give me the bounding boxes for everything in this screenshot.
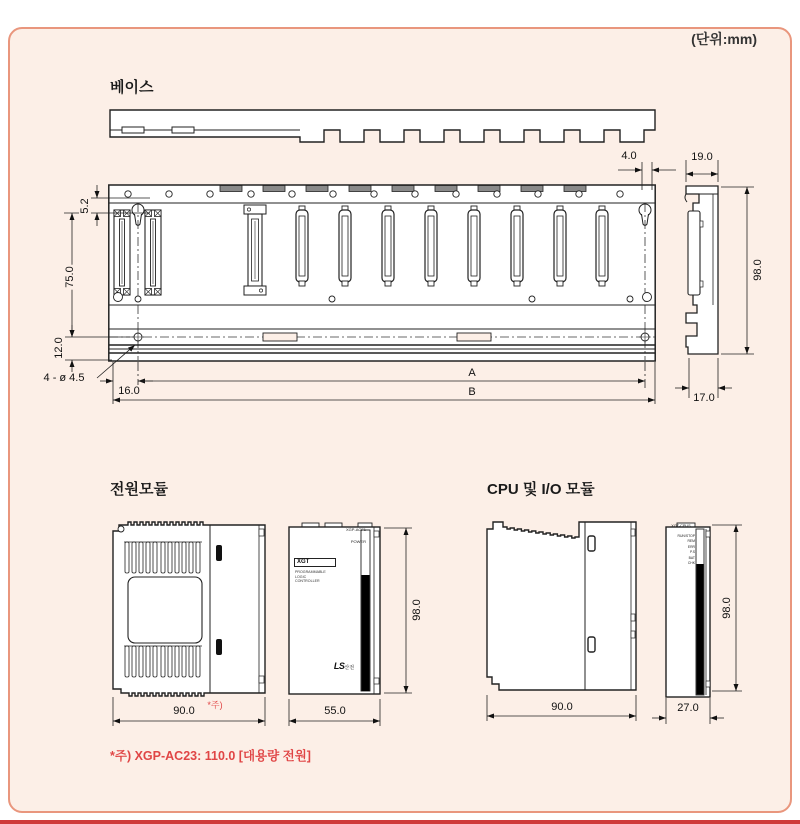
section-title-power: 전원모듈: [110, 481, 168, 498]
cpu-model-label: XGT-CPUS: [671, 524, 691, 528]
dim-label-12-0: 12.0: [53, 337, 65, 359]
dim-label-a: A: [468, 367, 476, 379]
dim-label-75-0: 75.0: [64, 266, 76, 288]
ls-brand-logo: LS산전: [333, 661, 355, 671]
cpu-run-stop: RUN/STOP: [677, 534, 695, 538]
dim-label-cpu-98: 98.0: [721, 597, 733, 619]
dim-label-mount-holes: 4 - ø 4.5: [43, 372, 85, 384]
power-led-label: POWER: [350, 539, 366, 544]
dim-label-19-0: 19.0: [691, 151, 713, 163]
unit-note: (단위:mm): [691, 31, 757, 47]
section-title-cpu: CPU 및 I/O 모듈: [487, 481, 595, 498]
dim-label-17-0: 17.0: [693, 392, 715, 404]
dim-label-power-55: 55.0: [324, 705, 346, 717]
dim-label-cpu-27: 27.0: [677, 702, 699, 714]
xgt-logo-badge: XGT: [294, 558, 336, 567]
dim-label-98-0-base: 98.0: [752, 259, 764, 281]
dim-note-ref: *주): [207, 700, 223, 710]
plc-text: PROGRAMMABLE LOGIC CONTROLLER: [295, 570, 326, 583]
dim-label-4-0: 4.0: [621, 150, 637, 162]
dim-label-cpu-90: 90.0: [551, 701, 573, 713]
section-title-base: 베이스: [110, 79, 154, 96]
footnote: *주) XGP-AC23: 110.0 [대용량 전원]: [110, 749, 311, 763]
power-model-label: XGP-ACF1: [345, 527, 366, 532]
dim-label-power-90: 90.0: [173, 705, 195, 717]
cpu-led-labels: RUN/STOP REM ERR P.S BAT CHK: [667, 534, 695, 566]
dim-label-5-2: 5.2: [79, 198, 91, 214]
dim-label-power-98: 98.0: [411, 599, 423, 621]
dim-label-b: B: [468, 386, 476, 398]
dim-label-16-0: 16.0: [118, 385, 140, 397]
